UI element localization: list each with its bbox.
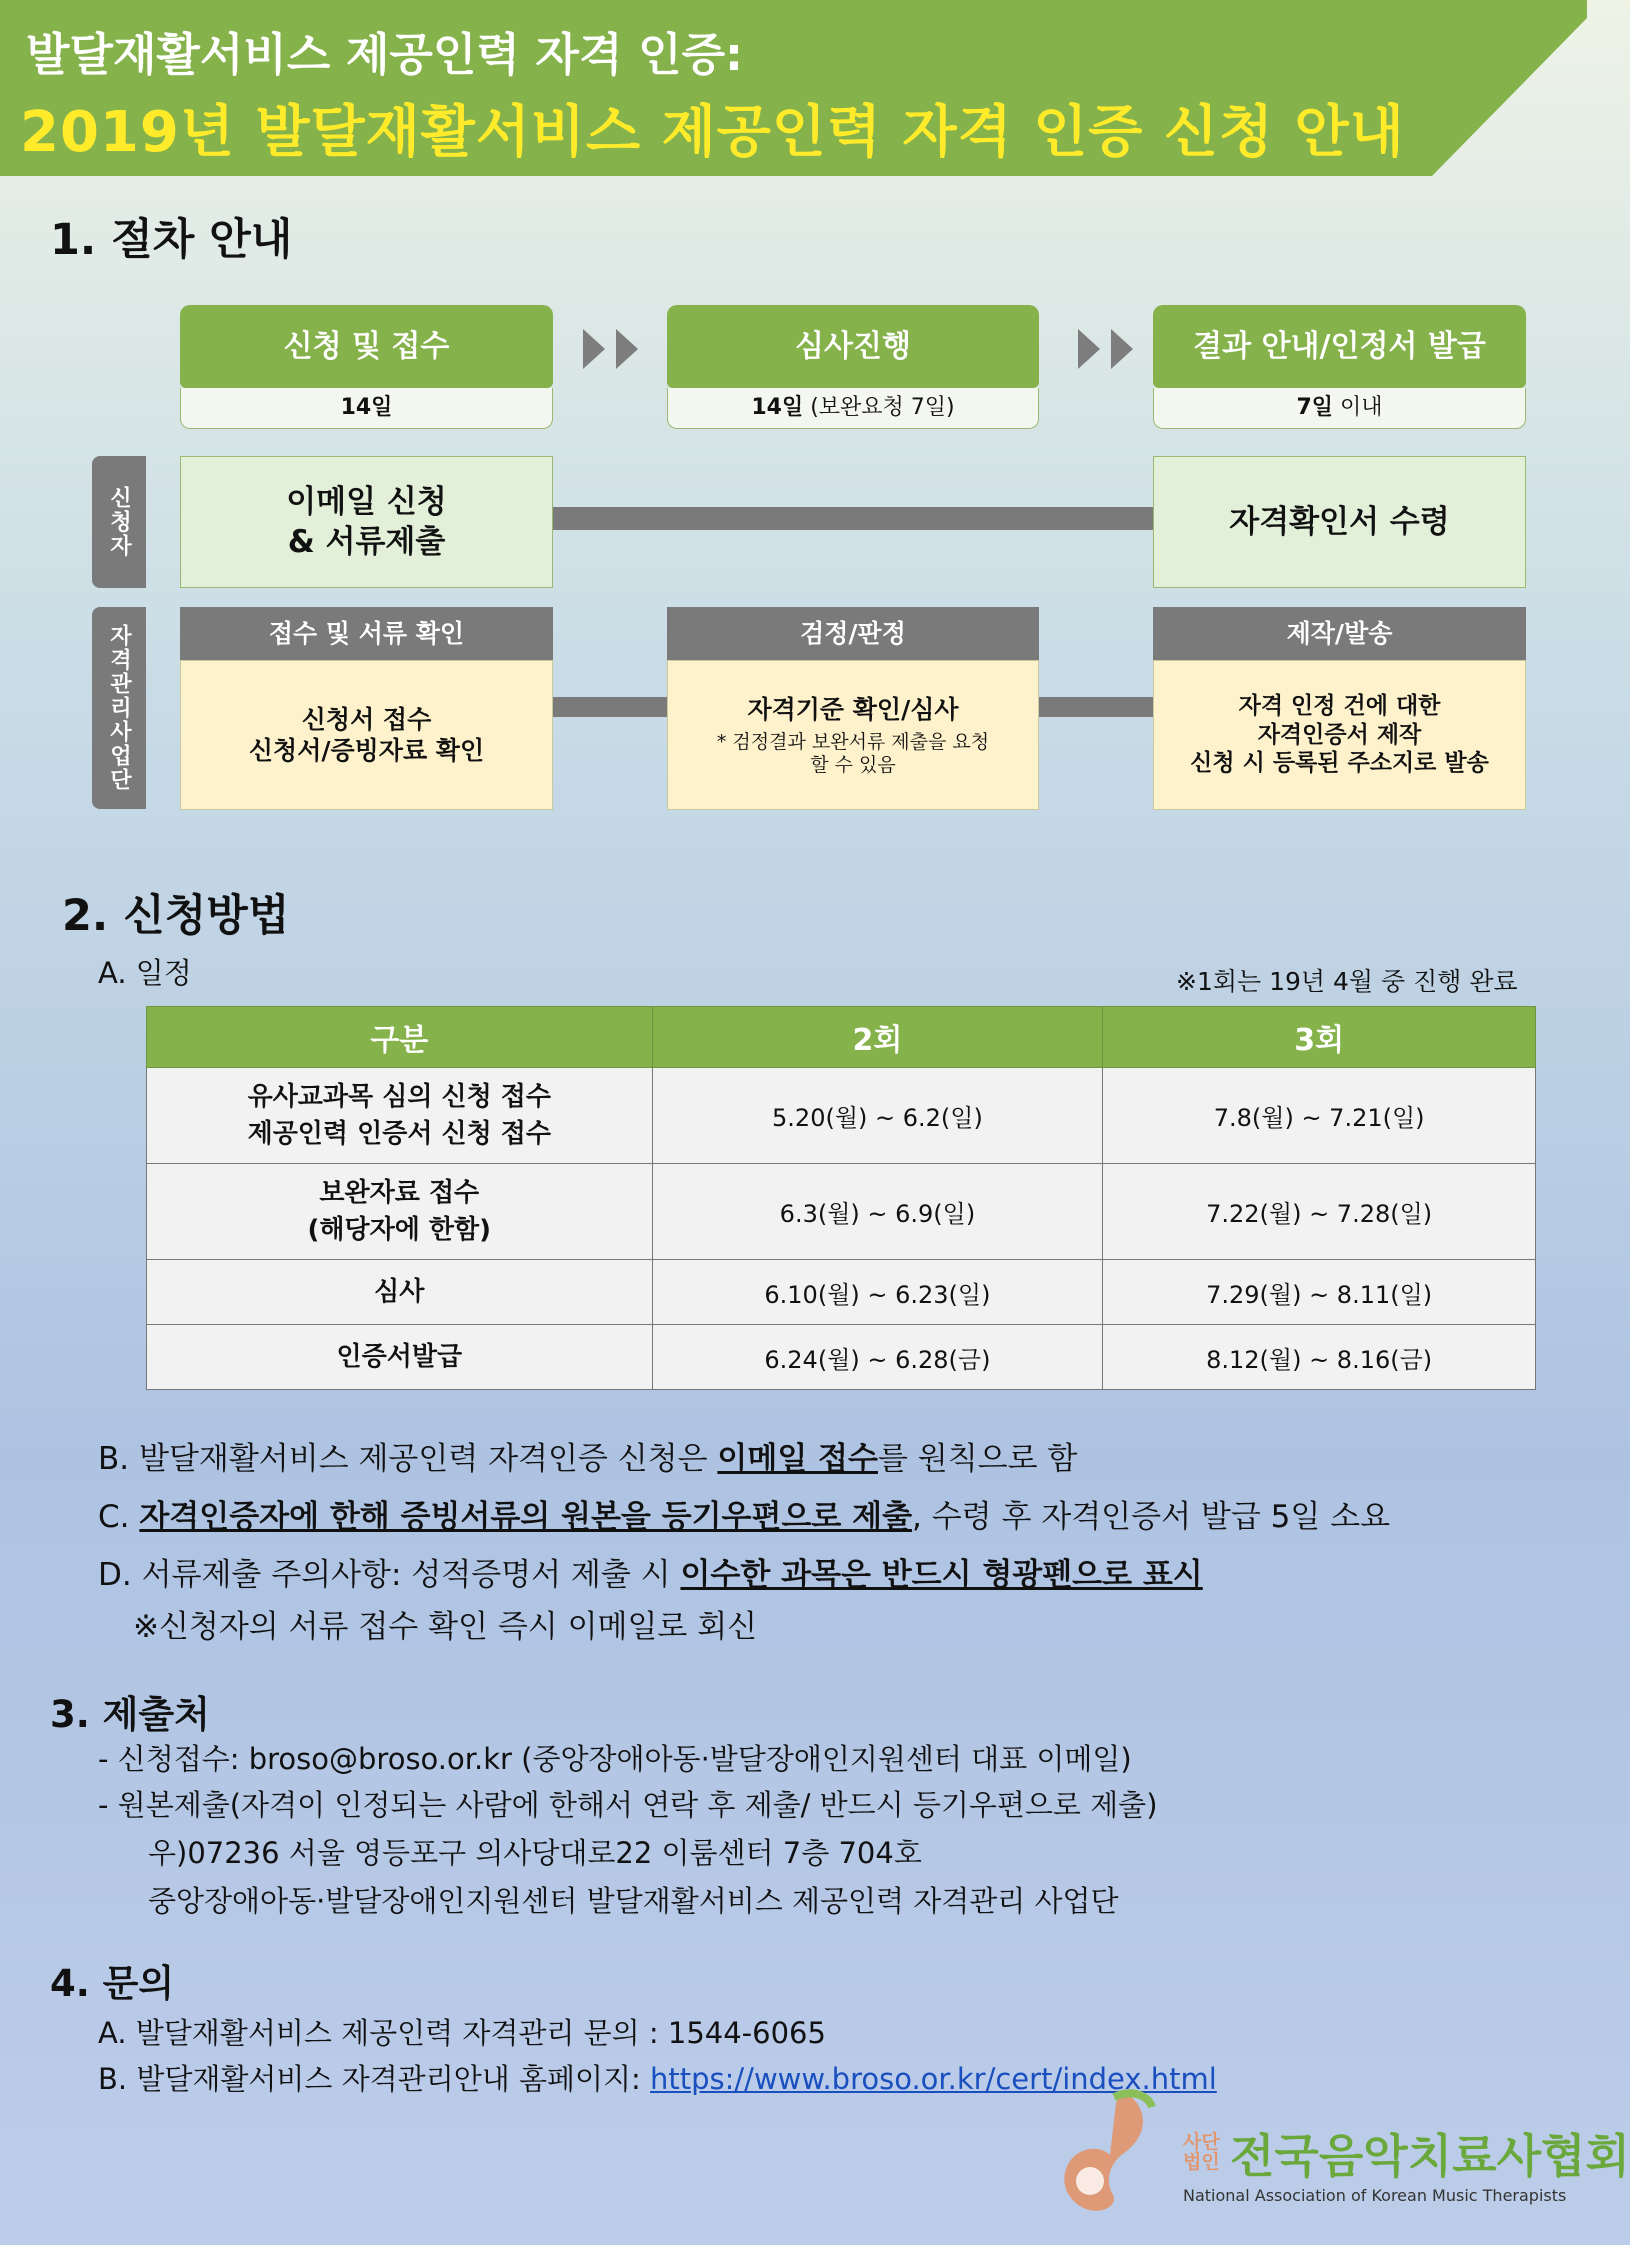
music-note-logo-icon (1052, 2083, 1162, 2218)
step-label: 심사진행 (667, 305, 1039, 388)
item-b: B. 발달재활서비스 제공인력 자격인증 신청은 이메일 접수를 원칙으로 함 (98, 1441, 1078, 1477)
table-cell: 7.22(월) ~ 7.28(일) (1103, 1164, 1536, 1260)
table-cell: 7.29(월) ~ 8.11(일) (1103, 1260, 1536, 1325)
step-duration: 14일 (180, 388, 553, 429)
submit-address: 우)07236 서울 영등포구 의사당대로22 이룸센터 7층 704호 (148, 1836, 922, 1870)
table-header: 구분 (147, 1007, 653, 1068)
table-cell: 6.24(월) ~ 6.28(금) (652, 1325, 1103, 1390)
table-cell-label: 보완자료 접수 (해당자에 한함) (147, 1164, 653, 1260)
header-title-line1: 발달재활서비스 제공인력 자격 인증: (26, 28, 744, 81)
manager-step-body: 신청서 접수 신청서/증빙자료 확인 (180, 660, 553, 810)
manager-step-receive (180, 607, 553, 810)
submit-recipient: 중앙장애아동·발달장애인지원센터 발달재활서비스 제공인력 자격관리 사업단 (148, 1884, 1119, 1918)
org-name: 전국음악치료사협회 (1230, 2129, 1630, 2183)
step-label: 결과 안내/인정서 발급 (1153, 305, 1526, 388)
table-cell: 6.3(월) ~ 6.9(일) (652, 1164, 1103, 1260)
table-cell: 7.8(월) ~ 7.21(일) (1103, 1068, 1536, 1164)
step-review (667, 305, 1039, 429)
table-row (147, 1164, 1536, 1260)
step-label: 신청 및 접수 (180, 305, 553, 388)
org-name-en: National Association of Korean Music Therapists (1183, 2186, 1567, 2205)
section2-heading: 2. 신청방법 (62, 891, 290, 941)
manager-step-head: 제작/발송 (1153, 607, 1526, 660)
item-d-note: ※신청자의 서류 접수 확인 즉시 이메일로 회신 (133, 1609, 758, 1645)
role-label-manager: 자격관리사업단 (92, 607, 146, 809)
arrow-icon (1111, 329, 1133, 369)
submit-line-1: - 신청접수: broso@broso.or.kr (중앙장애아동·발달장애인지원센터 대표 이메일) (98, 1742, 1132, 1776)
table-cell-label: 유사교과목 심의 신청 접수 제공인력 인증서 신청 접수 (147, 1068, 653, 1164)
table-cell: 8.12(월) ~ 8.16(금) (1103, 1325, 1536, 1390)
table-row (147, 1260, 1536, 1325)
manager-step-issue (1153, 607, 1526, 810)
manager-step-note: * 검정결과 보완서류 제출을 요청할 수 있음 (716, 730, 990, 776)
applicant-email-box: 이메일 신청 & 서류제출 (180, 456, 553, 588)
connector-line (553, 507, 1153, 530)
table-header: 2회 (652, 1007, 1103, 1068)
manager-step-head: 검정/판정 (667, 607, 1039, 660)
contact-phone: A. 발달재활서비스 제공인력 자격관리 문의 : 1544-6065 (98, 2016, 826, 2050)
section4-heading: 4. 문의 (50, 1962, 175, 2005)
section2-sub-a: A. 일정 (98, 956, 192, 990)
table-header: 3회 (1103, 1007, 1536, 1068)
header-title-line2: 2019년 발달재활서비스 제공인력 자격 인증 신청 안내 (20, 100, 1405, 165)
applicant-receive-box: 자격확인서 수령 (1153, 456, 1526, 588)
section3-heading: 3. 제출처 (50, 1693, 210, 1736)
table-header-row (147, 1007, 1536, 1068)
role-label-applicant: 신청자 (92, 456, 146, 588)
section1-heading: 1. 절차 안내 (50, 215, 293, 265)
item-c: C. 자격인증자에 한해 증빙서류의 원본을 등기우편으로 제출, 수령 후 자격인증서 발급 5일 소요 (98, 1499, 1391, 1535)
table-cell-label: 심사 (147, 1260, 653, 1325)
item-d: D. 서류제출 주의사항: 성적증명서 제출 시 이수한 과목은 반드시 형광펜으로 표시 (98, 1557, 1203, 1593)
schedule-table (146, 1006, 1536, 1390)
homepage-link[interactable]: https://www.broso.or.kr/cert/index.html (650, 2062, 1217, 2096)
step-apply (180, 305, 553, 429)
arrow-icon (583, 329, 605, 369)
connector-line (1039, 697, 1153, 717)
table-cell: 5.20(월) ~ 6.2(일) (652, 1068, 1103, 1164)
logo-prefix: 사단 법인 (1183, 2131, 1220, 2173)
step-duration: 7일 이내 (1153, 388, 1526, 429)
step-result (1153, 305, 1526, 429)
contact-homepage: B. 발달재활서비스 자격관리안내 홈페이지: https://www.broso.or.kr/cert/index.html (98, 2062, 1217, 2096)
round-note: ※1회는 19년 4월 중 진행 완료 (1176, 967, 1518, 996)
step-duration: 14일 (보완요청 7일) (667, 388, 1039, 429)
arrow-icon (1078, 329, 1100, 369)
manager-step-review (667, 607, 1039, 810)
table-row (147, 1325, 1536, 1390)
submit-line-2: - 원본제출(자격이 인정되는 사람에 한해서 연락 후 제출/ 반드시 등기우편으로 제출) (98, 1788, 1158, 1822)
manager-step-head: 접수 및 서류 확인 (180, 607, 553, 660)
connector-line (553, 697, 667, 717)
table-row (147, 1068, 1536, 1164)
table-cell-label: 인증서발급 (147, 1325, 653, 1390)
arrow-icon (616, 329, 638, 369)
table-cell: 6.10(월) ~ 6.23(일) (652, 1260, 1103, 1325)
manager-step-body: 자격 인정 건에 대한 자격인증서 제작 신청 시 등록된 주소지로 발송 (1153, 660, 1526, 810)
manager-step-body: 자격기준 확인/심사 * 검정결과 보완서류 제출을 요청할 수 있음 (667, 660, 1039, 810)
